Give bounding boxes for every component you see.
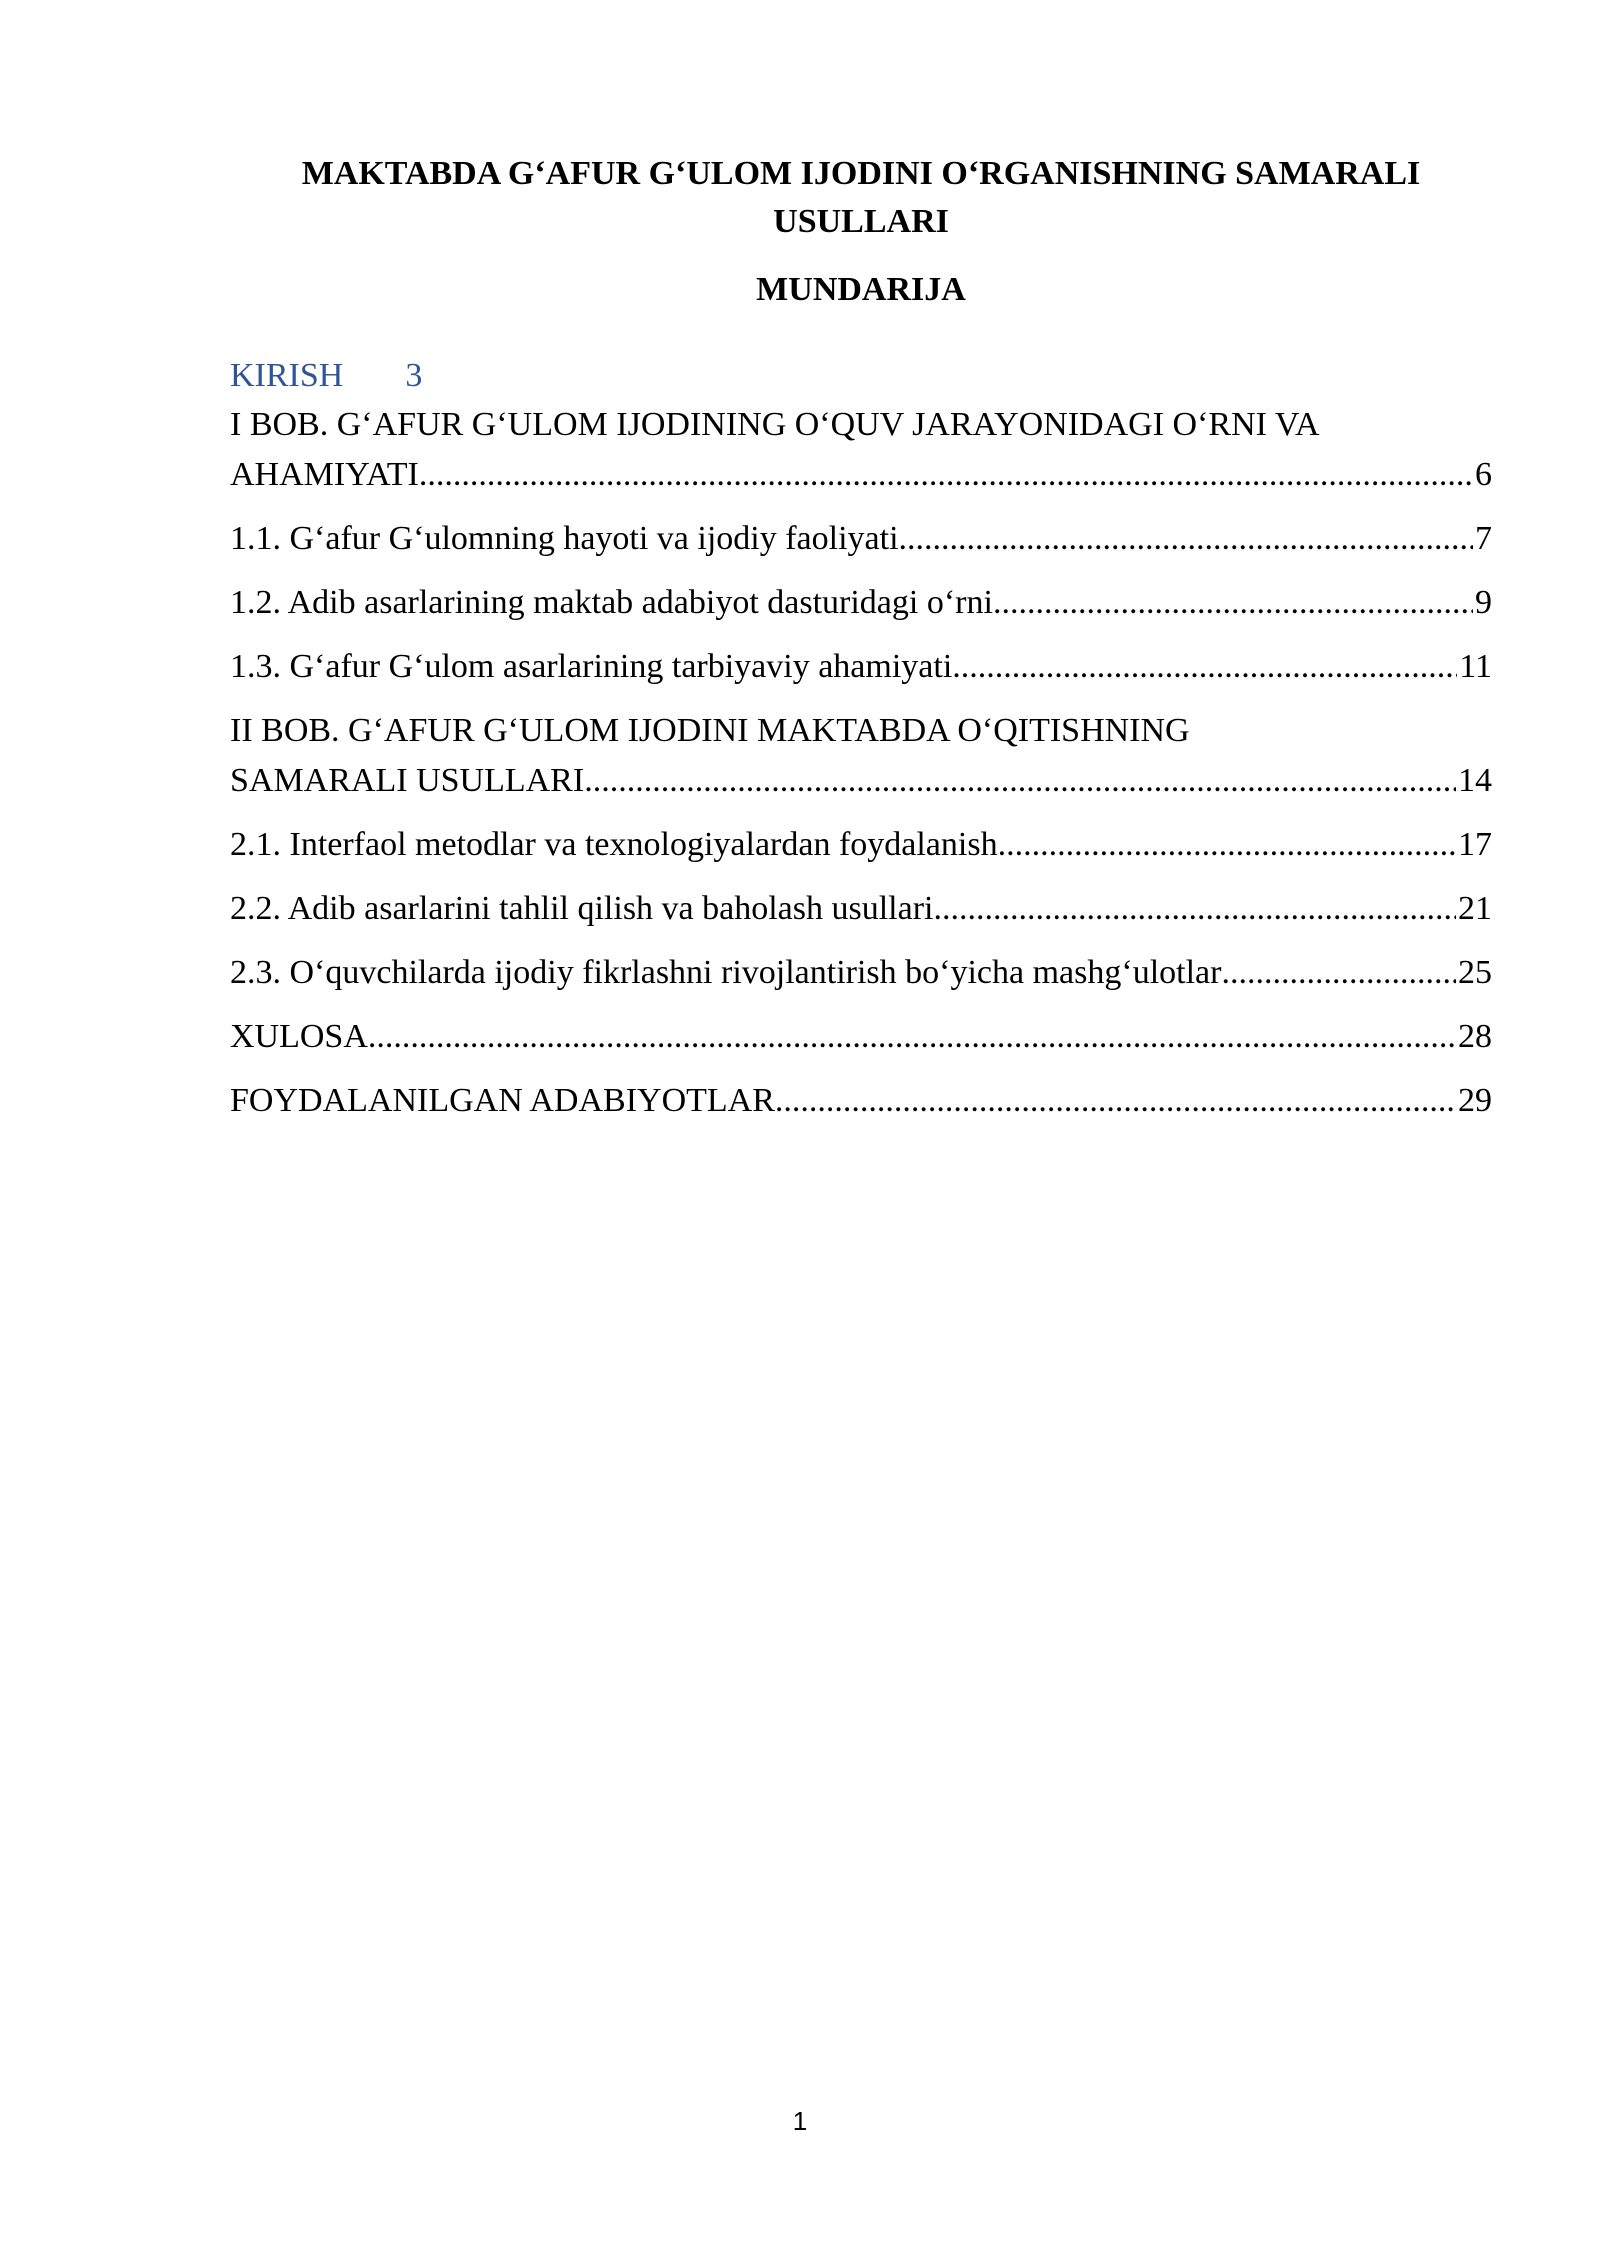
dot-leader — [934, 884, 1457, 934]
dot-leader — [993, 578, 1473, 628]
document-title-line-2: USULLARI — [773, 203, 949, 240]
toc-entry-xulosa[interactable] — [230, 1012, 1492, 1062]
toc-entry-label: I BOB. G‘AFUR G‘ULOM IJODINING O‘QUV JARAYONIDAGI O‘RNI VA — [230, 406, 1320, 443]
toc-entry-page: 7 — [1475, 520, 1492, 557]
toc-entry-section-2-3[interactable] — [230, 948, 1492, 998]
toc-entry-page: 6 — [1475, 456, 1492, 493]
toc-entry-leader-line — [230, 578, 1492, 628]
dot-leader — [775, 1076, 1456, 1126]
dot-leader — [1221, 948, 1456, 998]
toc-entry-page: 28 — [1458, 1018, 1492, 1055]
toc-entry-leader-line — [230, 1076, 1492, 1126]
toc-entry-page: 17 — [1458, 826, 1492, 863]
toc-entry-label: 2.3. O‘quvchilarda ijodiy fikrlashni rivojlantirish bo‘yicha mashg‘ulotlar — [230, 954, 1222, 991]
toc-entry-page: 21 — [1458, 890, 1492, 927]
toc-entry-section-2-1[interactable] — [230, 820, 1492, 870]
toc-entry-leader-line — [230, 756, 1492, 806]
toc-entry-label: II BOB. G‘AFUR G‘ULOM IJODINI MAKTABDA O‘QITISHNING — [230, 712, 1190, 749]
dot-leader — [419, 450, 1473, 500]
toc-entry-section-1-2[interactable] — [230, 578, 1492, 628]
toc-entry-label: 1.2. Adib asarlarining maktab adabiyot dasturidagi o‘rni — [230, 584, 993, 621]
document-title-line-1: MAKTABDA G‘AFUR G‘ULOM IJODINI O‘RGANISHNING SAMARALI — [301, 155, 1421, 192]
toc-entry-leader-line — [230, 948, 1492, 998]
toc-entry-leader-line — [230, 1012, 1492, 1062]
dot-leader — [899, 514, 1473, 564]
dot-leader — [584, 756, 1456, 806]
toc-entry-chapter-1[interactable] — [230, 400, 1492, 500]
toc-entry-page: 25 — [1458, 954, 1492, 991]
toc-entry-section-1-3[interactable] — [230, 642, 1492, 692]
dot-leader — [998, 820, 1456, 870]
toc-entry-leader-line — [230, 884, 1492, 934]
toc-entry-page: 11 — [1459, 648, 1492, 685]
toc-entry-chapter-2[interactable] — [230, 706, 1492, 806]
toc-entry-label: 2.2. Adib asarlarini tahlil qilish va baholash usullari — [230, 890, 934, 927]
toc-entry-label: 1.1. G‘afur G‘ulomning hayoti va ijodiy faoliyati — [230, 520, 899, 557]
toc-entry-leader-line — [230, 450, 1492, 500]
toc-entry-label: 2.1. Interfaol metodlar va texnologiyalardan foydalanish — [230, 826, 998, 863]
toc-entry-section-1-1[interactable] — [230, 514, 1492, 564]
toc-entry-kirish[interactable] — [230, 352, 1492, 400]
toc-entry-page: 14 — [1458, 762, 1492, 799]
page-number: 1 — [792, 2106, 808, 2136]
dot-leader — [368, 1012, 1456, 1062]
document-title — [230, 150, 1492, 246]
toc-entry-leader-line — [230, 820, 1492, 870]
toc-entry-label: XULOSA — [230, 1018, 368, 1055]
toc-entry-label-continued: AHAMIYATI — [230, 456, 419, 493]
toc-entry-leader-line — [230, 514, 1492, 564]
toc-entry-leader-line — [230, 642, 1492, 692]
page-content — [230, 150, 1492, 1140]
toc-entry-page[interactable]: 3 — [405, 357, 423, 394]
toc-entry-foydalanilgan-adabiyotlar[interactable] — [230, 1076, 1492, 1126]
toc-entry-label-continued: SAMARALI USULLARI — [230, 762, 585, 799]
toc-entry-label[interactable]: KIRISH — [230, 357, 344, 394]
dot-leader — [952, 642, 1457, 692]
toc-entry-page: 29 — [1458, 1082, 1492, 1119]
toc-entry-label: 1.3. G‘afur G‘ulom asarlarining tarbiyaviy ahamiyati — [230, 648, 953, 685]
toc-entry-page: 9 — [1475, 584, 1492, 621]
toc-entry-section-2-2[interactable] — [230, 884, 1492, 934]
toc-entry-label: FOYDALANILGAN ADABIYOTLAR — [230, 1082, 775, 1119]
toc-heading: MUNDARIJA — [756, 271, 966, 308]
table-of-contents — [230, 352, 1492, 1126]
